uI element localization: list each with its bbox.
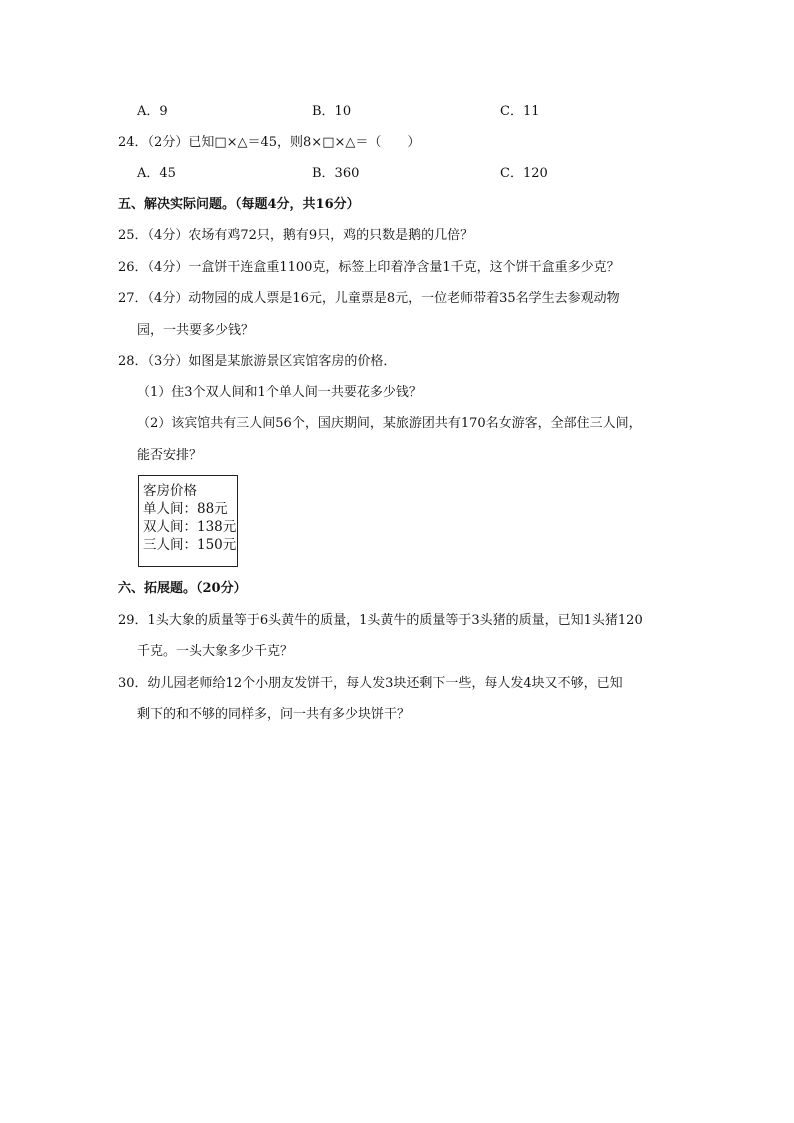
q29-line-1: 29．1头大象的质量等于6头黄牛的质量，1头黄牛的质量等于3头猪的质量，已知1头猪120 bbox=[118, 613, 643, 628]
q24-option-a: A．45 bbox=[137, 166, 176, 181]
q23-option-b: B．10 bbox=[312, 104, 352, 119]
price-double-room: 双人间：138元 bbox=[143, 519, 237, 535]
q24-option-c: C．120 bbox=[500, 166, 548, 181]
price-triple-room: 三人间：150元 bbox=[143, 537, 237, 553]
q28-sub-1: （1）住3个双人间和1个单人间一共要花多少钱？ bbox=[137, 385, 422, 400]
q30-line-2: 剩下的和不够的同样多，问一共有多少块饼干？ bbox=[137, 707, 411, 722]
q30-line-1: 30．幼儿园老师给12个小朋友发饼干，每人发3块还剩下一些，每人发4块又不够，已知 bbox=[118, 676, 623, 691]
section-5-title: 五、解决实际问题。（每题4分，共16分） bbox=[118, 197, 360, 212]
q29-line-2: 千克。一头大象多少千克？ bbox=[137, 644, 294, 659]
q24-stem: 24．（2分）已知□×△＝45，则8×□×△＝（ ） bbox=[118, 135, 421, 150]
q27-line-1: 27．（4分）动物园的成人票是16元，儿童票是8元，一位老师带着35名学生去参观动物 bbox=[118, 291, 620, 306]
q28-sub-2-line-1: （2）该宾馆共有三人间56个，国庆期间，某旅游团共有170名女游客，全部住三人间， bbox=[137, 416, 642, 431]
q23-option-c: C．11 bbox=[500, 104, 540, 119]
q23-option-a: A．9 bbox=[137, 104, 168, 119]
q26: 26．（4分）一盒饼干连盒重1100克，标签上印着净含量1千克，这个饼干盒重多少克？ bbox=[118, 260, 620, 275]
price-single-room: 单人间：88元 bbox=[143, 501, 228, 517]
q28-stem: 28．（3分）如图是某旅游景区宾馆客房的价格． bbox=[118, 354, 397, 369]
section-6-title: 六、拓展题。（20分） bbox=[118, 581, 247, 596]
q27-line-2: 园，一共要多少钱？ bbox=[137, 323, 255, 338]
room-price-table bbox=[138, 475, 238, 567]
q28-sub-2-line-2: 能否安排？ bbox=[137, 448, 203, 463]
q24-option-b: B．360 bbox=[312, 166, 360, 181]
price-table-title: 客房价格 bbox=[143, 483, 197, 499]
q25: 25．（4分）农场有鸡72只，鹅有9只，鸡的只数是鹅的几倍？ bbox=[118, 228, 474, 243]
